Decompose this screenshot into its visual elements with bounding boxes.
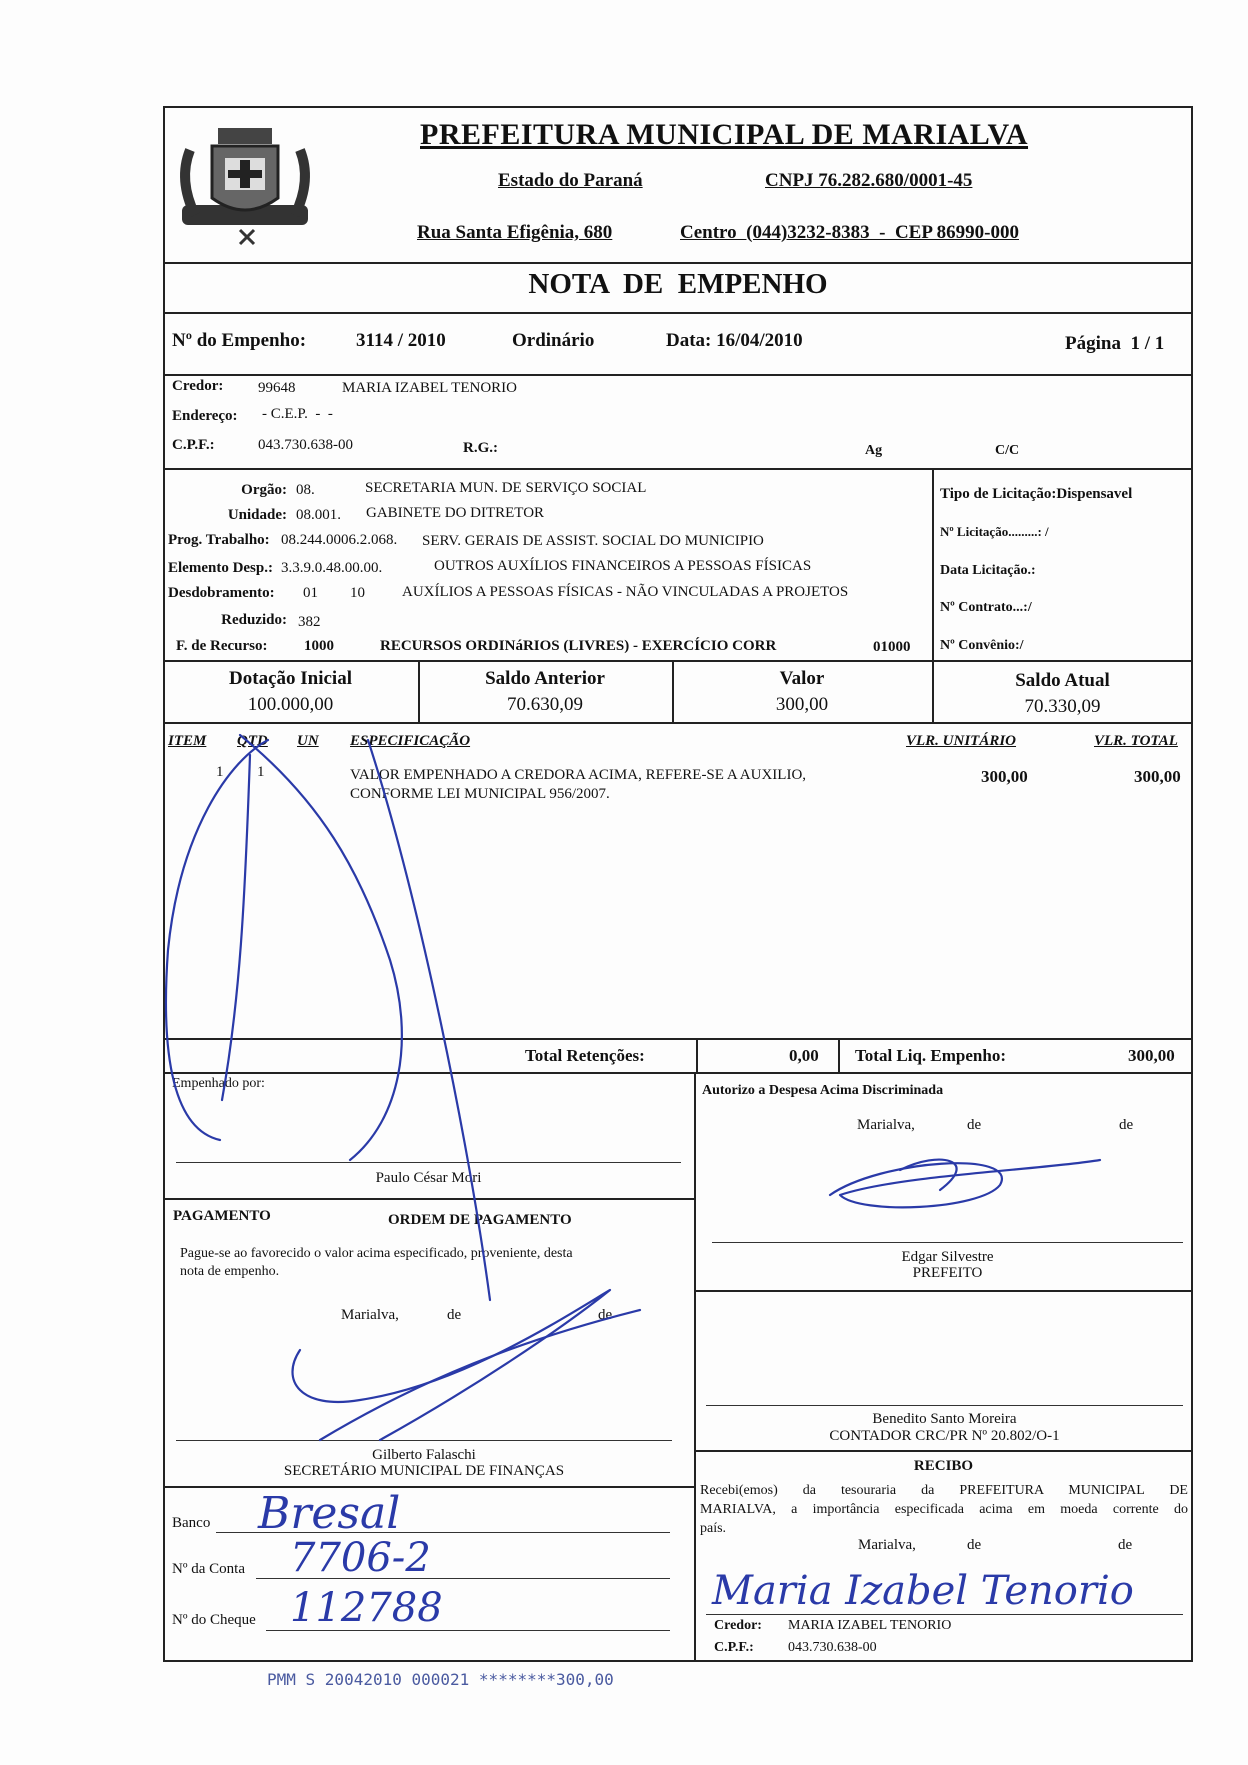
saldo-atual-value: 70.330,09 [1024,696,1101,717]
pagamento-text-line1: Pague-se ao favorecido o valor acima especificado, proveniente, desta [180,1246,573,1261]
elemento-code: 3.3.9.0.48.00.00. [281,560,383,576]
numero-contrato: Nº Contrato...:/ [940,600,1032,615]
liq-empenho-value: 300,00 [1128,1046,1175,1065]
reduzido-label: Reduzido: [221,612,287,628]
saldo-anterior-label: Saldo Anterior [485,668,605,689]
empenho-number: 3114 / 2010 [356,330,446,351]
numero-convenio: Nº Convênio:/ [940,638,1024,653]
endereco-label: Endereço: [172,408,238,424]
retencoes-label: Total Retenções: [525,1046,645,1065]
empenho-date: Data: 16/04/2010 [666,330,803,351]
fonte-code: 1000 [304,638,334,654]
autorizo-city: Marialva, [857,1117,915,1133]
col-item: ITEM [168,733,207,749]
recibo-line1: Recebi(emos) da tesouraria da PREFEITURA MUNICIPAL DE [700,1483,1188,1498]
pagamento-text-line2: nota de empenho. [180,1264,280,1279]
credor-label: Credor: [172,378,224,394]
header-cnpj: CNPJ 76.282.680/0001-45 [765,170,973,191]
dotacao-label: Dotação Inicial [229,668,352,689]
credor-code: 99648 [258,380,296,396]
item-number: 1 [216,764,224,780]
item-unit-value: 300,00 [981,767,1028,786]
recibo-title: RECIBO [913,1458,974,1474]
elemento-desc: OUTROS AUXÍLIOS FINANCEIROS A PESSOAS FÍSICAS [434,558,812,574]
col-especificacao: ESPECIFICAÇÃO [350,733,471,749]
conta-handwriting: 7706-2 [290,1535,431,1581]
fonte-label: F. de Recurso: [176,638,268,654]
recibo-credor-label: Credor: [714,1618,762,1633]
fonte-desc: RECURSOS ORDINáRIOS (LIVRES) - EXERCÍCIO CORR [380,638,777,654]
saldo-atual-label: Saldo Atual [1015,670,1110,691]
col-qtd: QTD [237,733,268,749]
empenho-type: Ordinário [512,330,595,351]
item-qtd: 1 [257,764,265,780]
liq-empenho-label: Total Liq. Empenho: [855,1046,1006,1065]
rg-label: R.G.: [463,440,498,456]
cc-label: C/C [995,443,1020,458]
recibo-cpf-label: C.P.F.: [714,1640,754,1655]
ordem-pagamento-label: ORDEM DE PAGAMENTO [388,1212,572,1228]
item-total-value: 300,00 [1134,767,1181,786]
credor-name: MARIA IZABEL TENORIO [342,380,517,396]
tipo-licitacao: Tipo de Licitação:Dispensavel [940,486,1133,502]
empenho-label: Nº do Empenho: [172,330,307,351]
payment-stamp: PMM S 20042010 000021 ********300,00 [267,1670,614,1689]
recibo-credor-name: MARIA IZABEL TENORIO [788,1618,952,1633]
desdobramento-code2: 10 [350,585,365,601]
col-un: UN [297,733,319,749]
item-desc-line2: CONFORME LEI MUNICIPAL 956/2007. [350,786,610,802]
cpf-value: 043.730.638-00 [258,437,353,453]
conta-label: Nº da Conta [172,1561,245,1577]
saldo-anterior-value: 70.630,09 [507,694,583,715]
dotacao-value: 100.000,00 [247,694,334,715]
orgao-label: Orgão: [241,482,287,498]
desdobramento-code1: 01 [303,585,318,601]
recibo-city: Marialva, [858,1537,916,1553]
unidade-code: 08.001. [296,507,341,523]
empenho-page: Página 1 / 1 [1065,333,1165,354]
banco-label: Banco [172,1515,211,1531]
cpf-label: C.P.F.: [172,437,215,453]
prog-desc: SERV. GERAIS DE ASSIST. SOCIAL DO MUNICIPIO [422,533,764,549]
autorizo-de1: de [967,1117,982,1133]
contador-role: CONTADOR CRC/PR Nº 20.802/O-1 [829,1428,1060,1444]
ag-label: Ag [865,443,883,458]
data-licitacao: Data Licitação.: [940,563,1036,578]
valor-value: 300,00 [775,694,829,715]
recibo-line3: país. [700,1521,727,1536]
pagamento-label: PAGAMENTO [173,1208,271,1224]
orgao-code: 08. [296,482,315,498]
header-street: Rua Santa Efigênia, 680 [417,222,613,243]
empenhado-label: Empenhado por: [172,1076,265,1091]
credor-signature: Maria Izabel Tenorio [712,1568,1134,1614]
reduzido-code: 382 [298,614,321,630]
prog-label: Prog. Trabalho: [168,532,270,548]
numero-licitacao: Nº Licitação.........: / [940,524,1049,539]
item-desc-line1: VALOR EMPENHADO A CREDORA ACIMA, REFERE-SE A AUXILIO, [350,767,807,783]
autorizo-role: PREFEITO [912,1265,983,1281]
empenhado-name: Paulo César Mori [375,1170,482,1186]
endereco-value: - C.E.P. - - [262,406,333,422]
pagamento-de1: de [447,1307,462,1323]
col-vlr-total: VLR. TOTAL [1094,733,1178,749]
header-state: Estado do Paraná [498,170,643,191]
secretario-role: SECRETÁRIO MUNICIPAL DE FINANÇAS [283,1463,565,1479]
cheque-handwriting: 112788 [290,1585,443,1631]
contador-name: Benedito Santo Moreira [872,1411,1017,1427]
pagamento-de2: de [598,1307,613,1323]
secretario-name: Gilberto Falaschi [372,1447,476,1463]
prog-code: 08.244.0006.2.068. [281,532,398,548]
desdobramento-label: Desdobramento: [168,585,275,601]
elemento-label: Elemento Desp.: [168,560,273,576]
banco-handwriting: Bresal [258,1488,401,1539]
unidade-label: Unidade: [227,507,287,523]
cheque-label: Nº do Cheque [172,1612,256,1628]
recibo-line2: MARIALVA, a importância especificada acima em moeda corrente do [700,1502,1188,1517]
desdobramento-desc: AUXÍLIOS A PESSOAS FÍSICAS - NÃO VINCULADAS A PROJETOS [402,584,849,600]
col-vlr-unitario: VLR. UNITÁRIO [906,733,1017,749]
recibo-de2: de [1118,1537,1133,1553]
orgao-desc: SECRETARIA MUN. DE SERVIÇO SOCIAL [365,480,647,496]
header-centro: Centro (044)3232-8383 - CEP 86990-000 [680,222,1019,243]
autorizo-label: Autorizo a Despesa Acima Discriminada [702,1083,944,1098]
valor-label: Valor [779,668,825,689]
recibo-cpf-value: 043.730.638-00 [788,1640,877,1655]
autorizo-de2: de [1119,1117,1134,1133]
document-title: NOTA DE EMPENHO [528,268,828,300]
autorizo-name: Edgar Silvestre [901,1249,994,1265]
recibo-de1: de [967,1537,982,1553]
header-title: PREFEITURA MUNICIPAL DE MARIALVA [420,118,1029,151]
unidade-desc: GABINETE DO DITRETOR [366,505,545,521]
retencoes-value: 0,00 [789,1046,819,1065]
pagamento-city: Marialva, [341,1307,399,1323]
fonte-code2: 01000 [873,639,911,655]
